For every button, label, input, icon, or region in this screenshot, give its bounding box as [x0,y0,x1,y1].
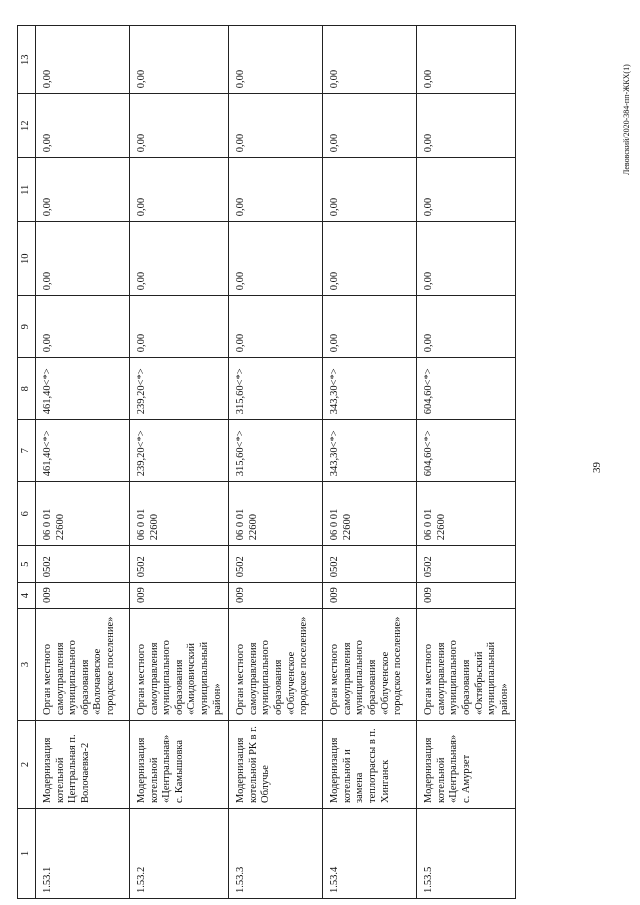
year-cell: 0,00 [229,94,323,158]
total-cell: 343,30<*> [323,420,417,482]
year-cell: 239,20<*> [130,358,229,420]
header-cell: 10 [18,222,36,296]
year-cell: 0,00 [417,296,516,358]
year-cell: 0,00 [323,26,417,94]
year-cell: 0,00 [229,26,323,94]
program-table [17,25,516,899]
table-row [229,26,323,899]
grbs-cell: 009 [417,583,516,609]
total-cell: 239,20<*> [130,420,229,482]
event-name-cell: Модернизация котельной и замена теплотрассы в п. Хинганск [323,721,417,809]
executor-cell: Орган местного самоуправления муниципального образования «Смидовичский муниципальный район» [130,609,229,721]
year-cell: 604,60<*> [417,358,516,420]
executor-cell: Орган местного самоуправления муниципального образования «Волочаевское городское поселение» [36,609,130,721]
year-cell: 0,00 [130,26,229,94]
grbs-cell: 009 [323,583,417,609]
header-cell: 12 [18,94,36,158]
year-cell: 0,00 [229,158,323,222]
year-cell: 0,00 [130,296,229,358]
executor-cell: Орган местного самоуправления муниципального образования «Октябрьский муниципальный район» [417,609,516,721]
header-cell: 1 [18,809,36,899]
target-article-cell: 06 0 01 22600 [323,482,417,546]
target-article-cell: 06 0 01 22600 [36,482,130,546]
header-cell: 8 [18,358,36,420]
grbs-cell: 009 [130,583,229,609]
year-cell: 0,00 [417,158,516,222]
row-number-cell: 1.53.4 [323,809,417,899]
year-cell: 0,00 [36,26,130,94]
year-cell: 343,30<*> [323,358,417,420]
event-name-cell: Модернизация котельной «Центральная» с. Камышовка [130,721,229,809]
section-cell: 0502 [229,546,323,583]
header-cell: 3 [18,609,36,721]
footer-reference: Левовский/2020-384-пп-ЖКХ(1) [622,64,631,175]
table-row [36,26,130,899]
row-number-cell: 1.53.5 [417,809,516,899]
row-number-cell: 1.53.2 [130,809,229,899]
grbs-cell: 009 [36,583,130,609]
header-row [18,26,36,899]
page-number: 39 [591,462,603,473]
event-name-cell: Модернизация котельной Центральная п. Волочаевка-2 [36,721,130,809]
section-cell: 0502 [323,546,417,583]
year-cell: 0,00 [130,158,229,222]
year-cell: 0,00 [130,94,229,158]
header-cell: 2 [18,721,36,809]
year-cell: 461,40<*> [36,358,130,420]
total-cell: 461,40<*> [36,420,130,482]
header-cell: 9 [18,296,36,358]
table-row [417,26,516,899]
total-cell: 315,60<*> [229,420,323,482]
section-cell: 0502 [417,546,516,583]
year-cell: 0,00 [36,222,130,296]
total-cell: 604,60<*> [417,420,516,482]
year-cell: 0,00 [323,94,417,158]
header-cell: 4 [18,583,36,609]
row-number-cell: 1.53.1 [36,809,130,899]
header-cell: 13 [18,26,36,94]
year-cell: 0,00 [323,158,417,222]
year-cell: 0,00 [417,26,516,94]
year-cell: 0,00 [323,296,417,358]
header-cell: 11 [18,158,36,222]
year-cell: 0,00 [323,222,417,296]
year-cell: 0,00 [229,222,323,296]
year-cell: 0,00 [36,94,130,158]
table-row [130,26,229,899]
year-cell: 0,00 [130,222,229,296]
event-name-cell: Модернизация котельной «Центральная» с. Амурзет [417,721,516,809]
executor-cell: Орган местного самоуправления муниципального образования «Облученское городское поселение» [229,609,323,721]
target-article-cell: 06 0 01 22600 [417,482,516,546]
section-cell: 0502 [130,546,229,583]
event-name-cell: Модернизация котельной РК в г. Облучье [229,721,323,809]
year-cell: 0,00 [229,296,323,358]
header-cell: 7 [18,420,36,482]
grbs-cell: 009 [229,583,323,609]
target-article-cell: 06 0 01 22600 [229,482,323,546]
year-cell: 0,00 [417,94,516,158]
year-cell: 315,60<*> [229,358,323,420]
header-cell: 6 [18,482,36,546]
table-row [323,26,417,899]
target-article-cell: 06 0 01 22600 [130,482,229,546]
header-cell: 5 [18,546,36,583]
row-number-cell: 1.53.3 [229,809,323,899]
section-cell: 0502 [36,546,130,583]
year-cell: 0,00 [417,222,516,296]
year-cell: 0,00 [36,158,130,222]
executor-cell: Орган местного самоуправления муниципального образования «Облученское городское поселение» [323,609,417,721]
year-cell: 0,00 [36,296,130,358]
